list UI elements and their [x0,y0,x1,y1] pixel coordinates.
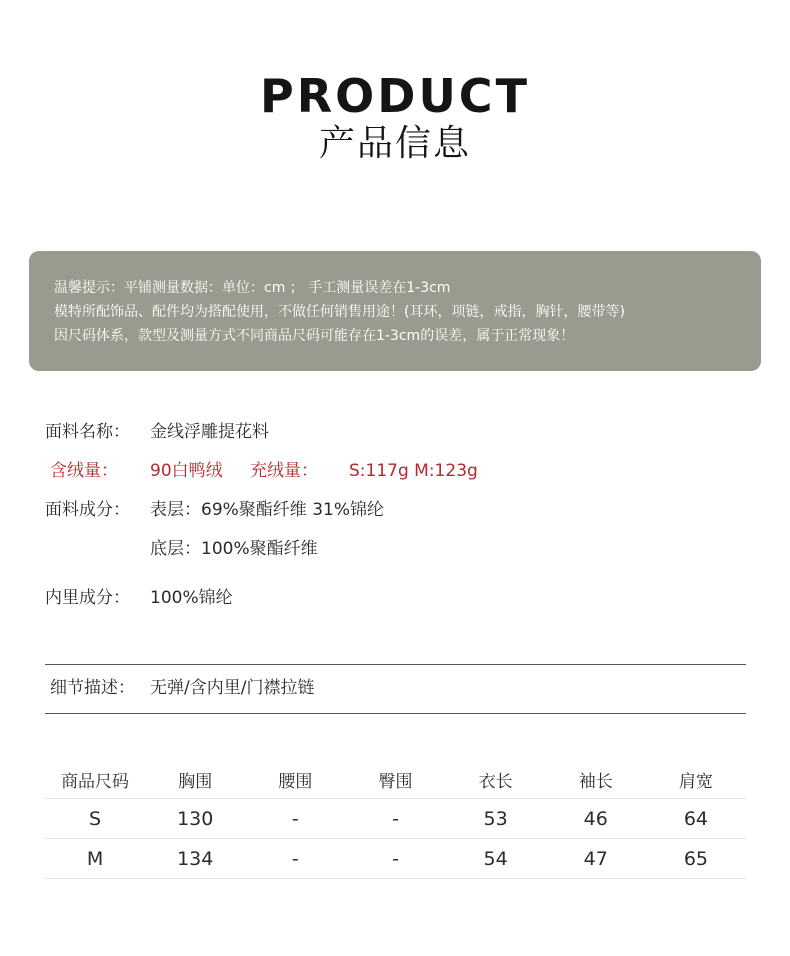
col-header-waist: 腰围 [245,760,345,799]
page-title-en: PRODUCT [260,69,530,123]
lining-label: 内里成分： [45,588,130,608]
details-value: 无弹/含内里/门襟拉链 [150,678,315,698]
table-cell: - [245,799,345,839]
table-cell: - [245,839,345,879]
notice-line: 温馨提示：平铺测量数据：单位：cm ； 手工测量误差在1-3cm [54,280,451,296]
table-cell: 54 [446,839,546,879]
col-header-hip: 臀围 [345,760,445,799]
table-row [45,839,746,879]
divider-bottom [45,713,746,714]
table-cell: 53 [446,799,546,839]
table-row [45,799,746,839]
col-header-shoulder: 肩宽 [646,760,746,799]
col-header-sleeve: 袖长 [546,760,646,799]
fabric-name-label: 面料名称： [45,422,130,442]
notice-box [29,251,761,371]
table-cell: S [45,799,145,839]
down-content-label: 含绒量： [50,461,118,481]
col-header-size: 商品尺码 [45,760,145,799]
size-table-header [45,760,746,799]
notice-line: 模特所配饰品、配件均为搭配使用，不做任何销售用途！(耳环，项链，戒指，胸针，腰带等) [54,304,625,320]
page-title-cn: 产品信息 [318,123,471,164]
composition-base: 底层：100%聚酯纤维 [150,539,318,559]
table-cell: 65 [646,839,746,879]
fabric-name-value: 金线浮雕提花料 [150,422,269,442]
table-cell: 130 [145,799,245,839]
table-cell: - [345,799,445,839]
notice-line: 因尺码体系，款型及测量方式不同商品尺码可能存在1-3cm的误差，属于正常现象！ [54,328,575,344]
size-table [45,760,746,879]
fill-amount-label: 充绒量： [250,461,318,481]
table-cell: 64 [646,799,746,839]
details-label: 细节描述： [50,678,135,698]
col-header-chest: 胸围 [145,760,245,799]
col-header-length: 衣长 [446,760,546,799]
composition-outer: 表层：69%聚酯纤维 31%锦纶 [150,500,384,520]
table-cell: M [45,839,145,879]
lining-value: 100%锦纶 [150,588,233,608]
divider-top [45,664,746,665]
fill-amount-value: S:117g M:123g [349,461,478,481]
table-cell: 47 [546,839,646,879]
table-cell: - [345,839,445,879]
table-cell: 134 [145,839,245,879]
composition-label: 面料成分： [45,500,130,520]
table-cell: 46 [546,799,646,839]
down-content-value: 90白鸭绒 [150,461,223,481]
